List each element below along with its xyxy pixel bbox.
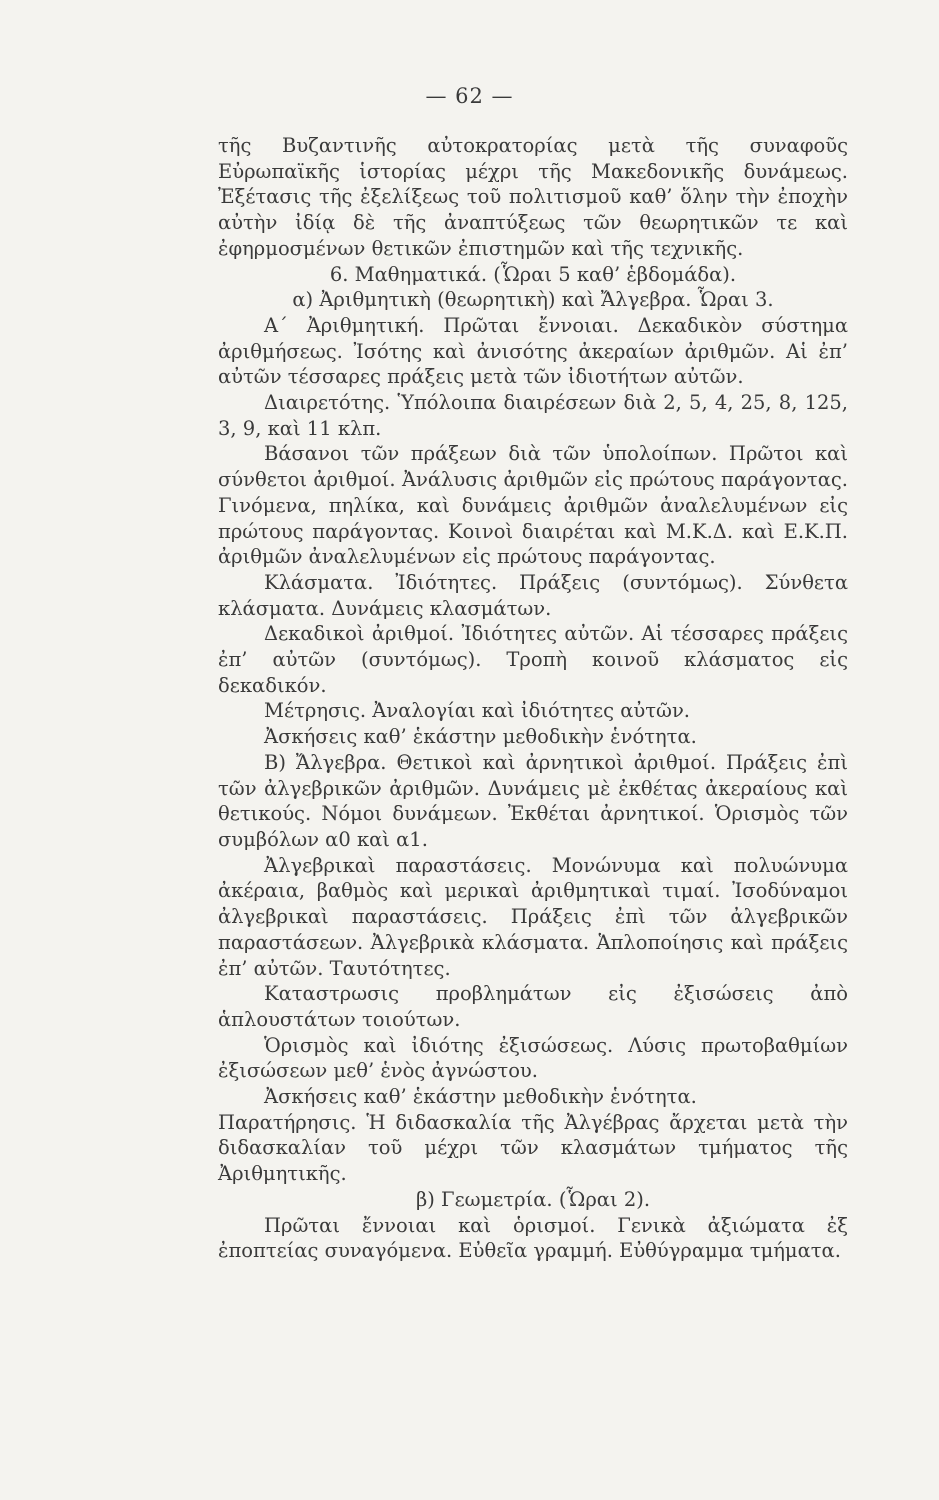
paragraph-arithmetic-intro: Α΄ Ἀριθμητική. Πρῶται ἔννοιαι. Δεκαδικὸν σύστημα ἀριθμήσεως. Ἰσότης καὶ ἀνισότης ἀκεραίων ἀριθμῶν. Αἱ ἐπ’ αὐτῶν τέσσαρες πράξεις μετὰ τῶν ἰδιοτήτων αὐτῶν. [218, 313, 848, 389]
section-heading-mathematics: 6. Μαθηματικά. (Ὧραι 5 καθ’ ἑβδομάδα). [329, 262, 737, 286]
paragraph-history: τῆς Βυζαντινῆς αὐτοκρατορίας μετὰ τῆς συναφοῦς Εὐρωπαϊκῆς ἱστορίας μέχρι τῆς Μακεδονικῆς δυνάμεως. Ἐξέτασις τῆς ἐξελίξεως τοῦ πολιτισμοῦ καθ’ ὅλην τὴν ἐποχὴν αὐτὴν ἰδίᾳ δὲ τῆς ἀναπτύξεως τῶν θεωρητικῶν τε καὶ ἐφηρμοσμένων θετικῶν ἐπιστημῶν καὶ τῆς τεχνικῆς. [218, 134, 848, 260]
paragraph-geometry-intro: Πρῶται ἔννοιαι καὶ ὁρισμοί. Γενικὰ ἀξιώματα ἐξ ἐποπτείας συναγόμενα. Εὐθεῖα γραμμή. Εὐθύγραμμα τμήματα. [218, 1213, 848, 1263]
paragraph-remark: Παρατήρησις. Ἡ διδασκαλία τῆς Ἀλγέβρας ἄρχεται μετὰ τὴν διδασκαλίαν τοῦ μέχρι τῶν κλασμάτων τμήματος τῆς Ἀριθμητικῆς. [218, 1110, 848, 1186]
paragraph-expressions: Ἀλγεβρικαὶ παραστάσεις. Μονώνυμα καὶ πολυώνυμα ἀκέραια, βαθμὸς καὶ μερικαὶ ἀριθμητικαὶ τιμαί. Ἰσοδύναμοι ἀλγεβρικαὶ παραστάσεις. Πράξεις ἐπὶ τῶν ἀλγεβρικῶν παραστάσεων. Ἀλγεβρικὰ κλάσματα. Ἁπλοποίησις καὶ πράξεις ἐπ’ αὐτῶν. Ταυτότητες. [218, 853, 848, 980]
subsection-heading-geometry: β) Γεωμετρία. (Ὧραι 2). [415, 1187, 651, 1211]
paragraph-algebra: Β) Ἄλγεβρα. Θετικοὶ καὶ ἀρνητικοὶ ἀριθμοί. Πράξεις ἐπὶ τῶν ἀλγεβρικῶν ἀριθμῶν. Δυνάμεις μὲ ἐκθέτας ἀκεραίους καὶ θετικούς. Νόμοι δυνάμεων. Ἐκθέται ἀρνητικοί. Ὁρισμὸς τῶν συμβόλων α0 καὶ α1. [218, 750, 848, 851]
subsection-heading-arithmetic-algebra: α) Ἀριθμητικὴ (θεωρητικὴ) καὶ Ἄλγεβρα. Ὧραι 3. [292, 288, 774, 312]
page-number: — 62 — [425, 84, 514, 108]
body-text [218, 133, 848, 1264]
paragraph-exercises-1: Ἀσκήσεις καθ’ ἑκάστην μεθοδικὴν ἑνότητα. [264, 725, 697, 749]
paragraph-fractions: Κλάσματα. Ἰδιότητες. Πράξεις (συντόμως). Σύνθετα κλάσματα. Δυνάμεις κλασμάτων. [218, 570, 848, 620]
paragraph-primes: Βάσανοι τῶν πράξεων διὰ τῶν ὑπολοίπων. Πρῶτοι καὶ σύνθετοι ἀριθμοί. Ἀνάλυσις ἀριθμῶν εἰς πρώτους παράγοντας. Γινόμενα, πηλίκα, καὶ δυνάμεις ἀριθμῶν ἀναλελυμένων εἰς πρώτους παράγοντας. Κοινοὶ διαιρέται καὶ Μ.Κ.Δ. καὶ Ε.Κ.Π. ἀριθμῶν ἀναλελυμένων εἰς πρώτους παράγοντας. [218, 442, 848, 569]
paragraph-decimals: Δεκαδικοὶ ἀριθμοί. Ἰδιότητες αὐτῶν. Αἱ τέσσαρες πράξεις ἐπ’ αὐτῶν (συντόμως). Τροπὴ κοινοῦ κλάσματος εἰς δεκαδικόν. [218, 622, 848, 697]
paragraph-divisibility: Διαιρετότης. Ὑπόλοιπα διαιρέσεων διὰ 2, 5, 4, 25, 8, 125, 3, 9, καὶ 11 κλπ. [218, 391, 848, 440]
paragraph-exercises-2: Ἀσκήσεις καθ’ ἑκάστην μεθοδικὴν ἑνότητα. [264, 1085, 697, 1109]
paragraph-problems: Καταστρωσις προβλημάτων εἰς ἐξισώσεις ἀπὸ ἁπλουστάτων τοιούτων. [218, 982, 848, 1031]
paragraph-equations: Ὁρισμὸς καὶ ἰδιότης ἐξισώσεως. Λύσις πρωτοβαθμίων ἐξισώσεων μεθ’ ἑνὸς ἀγνώστου. [218, 1033, 848, 1083]
paragraph-measurement: Μέτρησις. Ἀναλογίαι καὶ ἰδιότητες αὐτῶν. [264, 699, 691, 723]
